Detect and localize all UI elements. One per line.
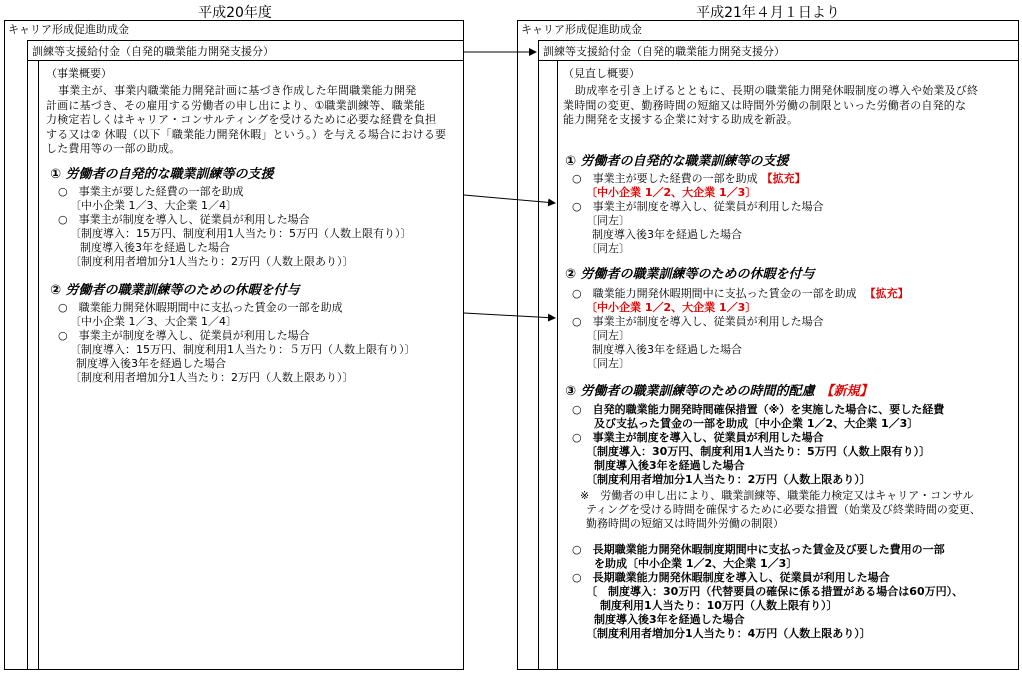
- right-s3-title: ③ 労働者の職業訓練等のための時間的配慮 【新規】: [565, 384, 873, 399]
- right-s3-line: 〔 制度導入：30万円（代替要員の確保に係る措置がある場合は60万円）、: [586, 585, 964, 598]
- right-s2-line: 〔同左〕: [586, 357, 630, 370]
- right-program-title: キャリア形成促進助成金: [521, 23, 642, 36]
- arrow-section2: [464, 313, 555, 318]
- overview-line: 力検定若しくはキャリア・コンサルティングを受けるために必要な経費を負担: [46, 113, 437, 126]
- left-subsidy-title: 訓練等支援給付金（自発的職業能力開発支援分）: [32, 45, 274, 58]
- expand-tag: 【拡充】: [761, 172, 806, 185]
- right-s1-line: ○ 事業主が制度を導入し、従業員が利用した場合: [572, 200, 824, 213]
- left-year-header: 平成20年度: [198, 5, 272, 21]
- right-s1-line: 〔同左〕: [586, 242, 630, 255]
- right-s1-line: ○ 事業主が要した経費の一部を助成 【拡充】: [572, 172, 806, 185]
- right-s3-line: 〔制度利用者増加分1人当たり：2万円（人数上限あり）〕: [586, 473, 871, 486]
- overview-line: 計画に基づき、その雇用する労働者の申し出により、①職業訓練等、職業能: [46, 98, 426, 112]
- right-s3-line: 制度導入後3年を経過した場合: [594, 459, 745, 472]
- right-s3-line: ○ 事業主が制度を導入し、従業員が利用した場合: [572, 431, 824, 444]
- right-review-label: （見直し概要）: [563, 67, 640, 80]
- left-s1-line: 〔制度導入：15万円、制度利用1人当たり：5万円（人数上限有り）〕: [70, 227, 412, 240]
- left-s1-line: ○ 事業主が要した経費の一部を助成: [58, 185, 244, 198]
- left-s2-title: ② 労働者の職業訓練等のための休暇を付与: [50, 283, 300, 298]
- right-s3-line: ○ 長期職業能力開発休暇制度を導入し、従業員が利用した場合: [572, 571, 890, 584]
- right-s3-note: ティングを受ける時間を確保するために必要な措置（始業及び終業時間の変更、: [586, 503, 981, 516]
- left-s2-line: ○ 事業主が制度を導入し、従業員が利用した場合: [58, 329, 310, 342]
- right-s3-note: ※ 労働者の申し出により、職業訓練等、職業能力検定又はキャリア・コンサル: [580, 489, 974, 502]
- review-line: 助成率を引き上げるとともに、長期の職業能力開発休暇制度の導入や始業及び終: [575, 84, 979, 97]
- left-program-title: キャリア形成促進助成金: [8, 23, 129, 36]
- right-s3-line: 制度利用1人当たり：10万円（人数上限有り）〕: [600, 599, 838, 612]
- right-s3-line: ○ 自発的職業能力開発時間確保措置（※）を実施した場合に、要した経費: [572, 403, 945, 416]
- review-line: 能力開発を支援する企業に対する助成を新設。: [563, 113, 799, 126]
- left-s1-title: ① 労働者の自発的な職業訓練等の支援: [50, 167, 274, 182]
- right-s3-line: 〔制度利用者増加分1人当たり：4万円（人数上限あり）〕: [586, 627, 871, 640]
- left-s2-line: 〔中小企業 1／3、大企業 1／4〕: [70, 315, 237, 328]
- review-line: 業時間の変更、勤務時間の短縮又は時間外労働の制限といった労働者の自発的な: [563, 98, 967, 112]
- left-s1-line: ○ 事業主が制度を導入し、従業員が利用した場合: [58, 213, 310, 226]
- right-s3-line: 及び支払った賃金の一部を助成〔中小企業 1／2、大企業 1／3〕: [594, 417, 919, 430]
- left-s2-line: ○ 職業能力開発休暇期間中に支払った賃金の一部を助成: [58, 301, 343, 314]
- right-s1-red: 〔中小企業 1／2、大企業 1／3〕: [586, 186, 757, 199]
- left-s1-line: 〔中小企業 1／3、大企業 1／4〕: [70, 199, 237, 212]
- left-overview-label: （事業概要）: [46, 67, 112, 80]
- left-s1-line: 〔制度利用者増加分1人当たり：2万円（人数上限あり）〕: [70, 255, 354, 268]
- overview-line: 事業主が、事業内職業能力開発計画に基づき作成した年間職業能力開発: [58, 84, 417, 97]
- right-s1-title: ① 労働者の自発的な職業訓練等の支援: [565, 154, 789, 169]
- arrow-section1: [464, 195, 555, 203]
- left-s2-line: 制度導入後3年を経過した場合: [76, 357, 226, 370]
- right-s2-title: ② 労働者の職業訓練等のための休暇を付与: [565, 267, 815, 282]
- right-s2-line: 〔同左〕: [586, 329, 630, 342]
- right-year-header: 平成21年４月１日より: [696, 5, 840, 21]
- left-s2-line: 〔制度利用者増加分1人当たり：2万円（人数上限あり）〕: [70, 371, 354, 384]
- right-s3-line: 〔制度導入：30万円、制度利用1人当たり：5万円（人数上限有り）〕: [586, 445, 931, 458]
- right-s3-line: を助成〔中小企業 1／2、大企業 1／3〕: [594, 557, 798, 570]
- right-s3-line: 制度導入後3年を経過した場合: [594, 613, 745, 626]
- right-s2-line: 制度導入後3年を経過した場合: [592, 343, 742, 356]
- right-s2-line: ○ 職業能力開発休暇期間中に支払った賃金の一部を助成 【拡充】: [572, 287, 909, 300]
- right-s2-line: ○ 事業主が制度を導入し、従業員が利用した場合: [572, 315, 824, 328]
- overview-line: する又は② 休暇（以下「職業能力開発休暇」という。）を与える場合における要: [46, 127, 447, 141]
- right-s1-line: 制度導入後3年を経過した場合: [592, 228, 742, 241]
- left-s1-line: 制度導入後3年を経過した場合: [80, 241, 230, 254]
- right-subsidy-title: 訓練等支援給付金（自発的職業能力開発支援分）: [543, 45, 785, 58]
- new-tag: 【新規】: [820, 384, 873, 399]
- right-s3-note: 勤務時間の短縮又は時間外労働の制限）: [586, 517, 784, 530]
- expand-tag: 【拡充】: [864, 287, 909, 300]
- right-s1-line: 〔同左〕: [586, 214, 630, 227]
- overview-line: した費用等の一部の助成。: [46, 142, 181, 155]
- left-s2-line: 〔制度導入：15万円、制度利用1人当たり：５万円（人数上限有り）〕: [70, 343, 416, 356]
- right-s3-line: ○ 長期職業能力開発休暇制度期間中に支払った賃金及び要した費用の一部: [572, 543, 945, 556]
- right-s2-red: 〔中小企業 1／2、大企業 1／3〕: [586, 301, 757, 314]
